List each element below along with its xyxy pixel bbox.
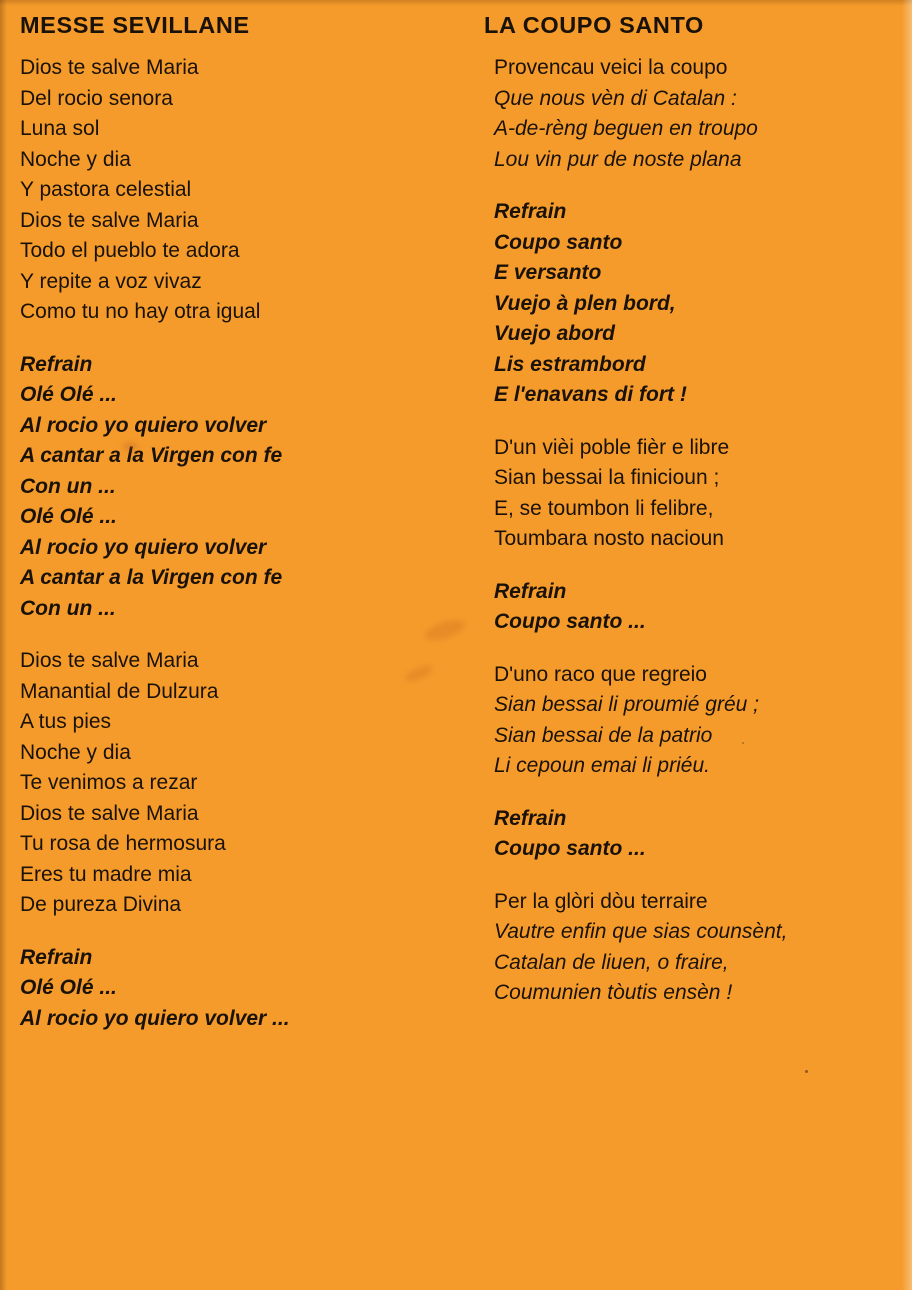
lyric-line: E, se toumbon li felibre, — [494, 496, 714, 520]
lyric-line: Provencau veici la coupo — [494, 56, 728, 79]
verse-block — [478, 53, 902, 175]
lyric-line: A-de-rèng beguen en troupo — [494, 117, 758, 140]
lyric-line: Olé Olé ... — [20, 383, 117, 406]
song-column-messe-sevillane — [6, 8, 456, 1290]
lyric-line: Y repite a voz vivaz — [20, 269, 202, 293]
refrain-block — [20, 943, 450, 1035]
lyric-line: E versanto — [494, 261, 602, 284]
refrain-label: Refrain — [20, 945, 93, 969]
lyric-line: De pureza Divina — [20, 893, 182, 916]
lyric-line: Vuejo à plen bord, — [494, 291, 676, 315]
verse-block — [478, 433, 902, 555]
lyric-line: Olé Olé ... — [20, 976, 117, 999]
lyric-line: Como tu no hay otra igual — [20, 300, 261, 323]
lyric-line: A cantar a la Virgen con fe — [20, 444, 283, 467]
lyric-line: Per la glòri dòu terraire — [494, 889, 708, 913]
lyric-line: A tus pies — [20, 710, 112, 733]
lyric-line: Coupo santo ... — [494, 837, 646, 860]
lyric-line: Coupo santo ... — [494, 610, 646, 633]
refrain-block — [478, 577, 902, 638]
lyric-line: Catalan de liuen, o fraire, — [494, 950, 729, 974]
verse-block — [478, 660, 902, 782]
lyric-line: Olé Olé ... — [20, 505, 117, 528]
lyric-line: Y pastora celestial — [20, 178, 192, 201]
lyric-line: Noche y dia — [20, 740, 131, 764]
lyric-line: Del rocio senora — [20, 86, 173, 110]
lyric-line: Sian bessai de la patrio — [494, 723, 713, 747]
refrain-block — [478, 197, 902, 411]
refrain-label: Refrain — [494, 200, 567, 223]
refrain-label: Refrain — [494, 579, 567, 603]
lyric-line: Al rocio yo quiero volver ... — [20, 1006, 290, 1030]
lyric-line: Noche y dia — [20, 147, 131, 171]
lyric-line: Te venimos a rezar — [20, 771, 198, 794]
lyric-line: Lou vin pur de noste plana — [494, 147, 742, 171]
song-column-la-coupo-santo — [456, 8, 906, 1290]
lyric-line: Vuejo abord — [494, 322, 615, 345]
lyric-line: Sian bessai la finicioun ; — [494, 466, 720, 489]
refrain-label: Refrain — [494, 806, 567, 830]
lyric-line: Coumunien tòutis ensèn ! — [494, 981, 733, 1004]
lyric-line: Con un ... — [20, 474, 116, 498]
lyric-line: D'un vièi poble fièr e libre — [494, 435, 730, 459]
refrain-block — [20, 350, 450, 625]
refrain-block — [478, 804, 902, 865]
verse-block — [20, 53, 450, 328]
lyric-line: E l'enavans di fort ! — [494, 383, 687, 406]
song-title-left: MESSE SEVILLANE — [20, 12, 250, 38]
lyric-line: Dios te salve Maria — [20, 56, 199, 79]
lyric-line: Con un ... — [20, 596, 116, 620]
lyric-line: Toumbara nosto nacioun — [494, 527, 724, 550]
verse-block — [478, 887, 902, 1009]
lyric-line: Al rocio yo quiero volver — [20, 413, 267, 437]
song-title-right: LA COUPO SANTO — [484, 12, 704, 38]
lyric-line: Que nous vèn di Catalan : — [494, 86, 737, 110]
lyric-line: Tu rosa de hermosura — [20, 832, 226, 855]
lyric-line: Al rocio yo quiero volver — [20, 535, 267, 559]
lyric-line: Manantial de Dulzura — [20, 679, 219, 703]
lyric-line: Sian bessai li proumié gréu ; — [494, 693, 759, 716]
lyric-line: Coupo santo — [494, 230, 623, 254]
lyric-line: Todo el pueblo te adora — [20, 239, 240, 262]
lyric-line: Lis estrambord — [494, 352, 646, 376]
lyric-line: Dios te salve Maria — [20, 208, 199, 232]
verse-block — [20, 646, 450, 921]
lyric-line: Dios te salve Maria — [20, 801, 199, 825]
lyric-line: Eres tu madre mia — [20, 862, 192, 886]
lyric-line: Luna sol — [20, 117, 100, 140]
lyric-line: Li cepoun emai li priéu. — [494, 754, 710, 777]
lyric-line: Vautre enfin que sias counsènt, — [494, 920, 788, 943]
refrain-label: Refrain — [20, 352, 93, 376]
lyric-line: D'uno raco que regreio — [494, 662, 707, 686]
lyric-line: Dios te salve Maria — [20, 649, 199, 672]
lyric-line: A cantar a la Virgen con fe — [20, 566, 283, 589]
